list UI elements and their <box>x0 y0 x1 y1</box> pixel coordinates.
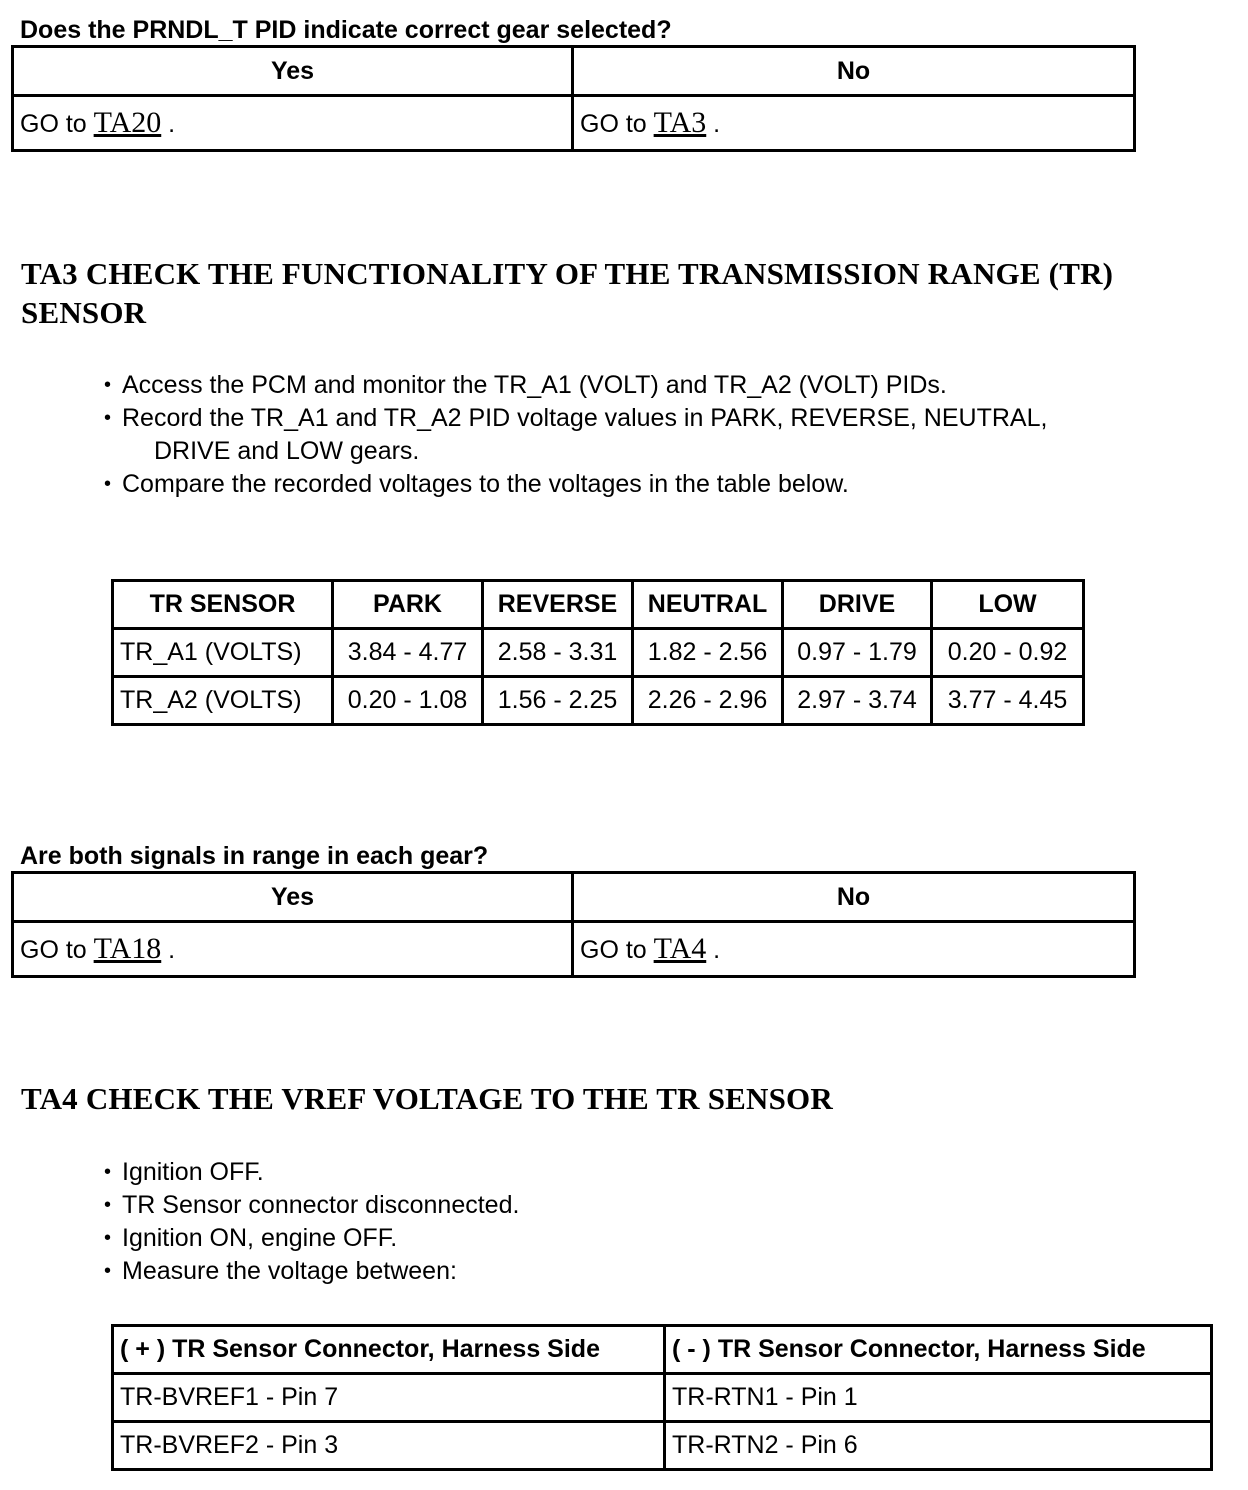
link-ta18[interactable]: TA18 <box>93 932 162 965</box>
yes-cell <box>13 922 573 977</box>
table-row <box>113 677 1084 725</box>
no-cell <box>573 922 1135 977</box>
row-label: TR_A1 (VOLTS) <box>113 629 333 677</box>
ta3-heading <box>21 254 1113 332</box>
ta3-bullet-2-cont: DRIVE and LOW gears. <box>154 437 420 465</box>
ta4-bullet-2: • TR Sensor connector disconnected. <box>104 1189 1224 1222</box>
table-cell: 1.56 - 2.25 <box>483 677 633 725</box>
table-cell: 2.26 - 2.96 <box>633 677 783 725</box>
header-park: PARK <box>333 581 483 629</box>
table-header-row <box>113 581 1084 629</box>
yes-header: Yes <box>13 873 573 922</box>
table-row <box>113 1422 1212 1470</box>
period: . <box>706 936 721 964</box>
table-cell: 0.20 - 1.08 <box>333 677 483 725</box>
yes-header: Yes <box>13 47 573 96</box>
table-cell: 3.84 - 4.77 <box>333 629 483 677</box>
ta4-bullet-3: • Ignition ON, engine OFF. <box>104 1222 1224 1255</box>
row-label: TR_A2 (VOLTS) <box>113 677 333 725</box>
yes-cell <box>13 96 573 151</box>
table-cell: TR-RTN1 - Pin 1 <box>665 1374 1212 1422</box>
question-prndl: Does the PRNDL_T PID indicate correct gear selected? <box>20 16 672 44</box>
table-row <box>113 1374 1212 1422</box>
header-neutral: NEUTRAL <box>633 581 783 629</box>
table-row <box>113 629 1084 677</box>
header-low: LOW <box>932 581 1084 629</box>
ta4-bullet-1: • Ignition OFF. <box>104 1156 1224 1189</box>
header-drive: DRIVE <box>783 581 932 629</box>
ta3-bullet-2: • Record the TR_A1 and TR_A2 PID voltage values in PARK, REVERSE, NEUTRAL, <box>104 402 1224 435</box>
table-header-row <box>113 1326 1212 1374</box>
tr-voltage-table <box>111 579 1085 726</box>
ta3-bullet-3: • Compare the recorded voltages to the voltages in the table below. <box>104 468 1224 501</box>
ta4-bullet-4: • Measure the voltage between: <box>104 1255 1224 1288</box>
header-tr-sensor: TR SENSOR <box>113 581 333 629</box>
connector-pin-table <box>111 1324 1213 1471</box>
table-cell: TR-BVREF1 - Pin 7 <box>113 1374 665 1422</box>
ta3-instructions <box>104 369 1224 501</box>
go-to-text: GO to <box>580 936 654 964</box>
question-signals-in-range: Are both signals in range in each gear? <box>20 842 489 870</box>
no-header: No <box>573 47 1135 96</box>
ta4-instructions <box>104 1156 1224 1288</box>
table-cell: 2.97 - 3.74 <box>783 677 932 725</box>
link-ta4[interactable]: TA4 <box>653 932 707 965</box>
ta3-heading-line2: SENSOR <box>21 295 147 330</box>
link-ta3[interactable]: TA3 <box>653 106 707 139</box>
table-cell: 3.77 - 4.45 <box>932 677 1084 725</box>
table-cell: 0.20 - 0.92 <box>932 629 1084 677</box>
table-cell: 2.58 - 3.31 <box>483 629 633 677</box>
no-header: No <box>573 873 1135 922</box>
link-ta20[interactable]: TA20 <box>93 106 162 139</box>
table-cell: TR-RTN2 - Pin 6 <box>665 1422 1212 1470</box>
table-cell: 1.82 - 2.56 <box>633 629 783 677</box>
header-positive-connector: ( + ) TR Sensor Connector, Harness Side <box>113 1326 665 1374</box>
period: . <box>706 110 721 138</box>
decision-table-prndl <box>11 45 1136 152</box>
period: . <box>161 110 176 138</box>
ta3-heading-line1: TA3 CHECK THE FUNCTIONALITY OF THE TRANSMISSION RANGE (TR) <box>21 256 1114 291</box>
header-negative-connector: ( - ) TR Sensor Connector, Harness Side <box>665 1326 1212 1374</box>
go-to-text: GO to <box>20 110 94 138</box>
period: . <box>161 936 176 964</box>
table-cell: 0.97 - 1.79 <box>783 629 932 677</box>
header-reverse: REVERSE <box>483 581 633 629</box>
ta4-heading: TA4 CHECK THE VREF VOLTAGE TO THE TR SENSOR <box>21 1081 833 1116</box>
table-cell: TR-BVREF2 - Pin 3 <box>113 1422 665 1470</box>
go-to-text: GO to <box>20 936 94 964</box>
decision-table-signals <box>11 871 1136 978</box>
no-cell <box>573 96 1135 151</box>
ta3-bullet-1: • Access the PCM and monitor the TR_A1 (VOLT) and TR_A2 (VOLT) PIDs. <box>104 369 1224 402</box>
go-to-text: GO to <box>580 110 654 138</box>
